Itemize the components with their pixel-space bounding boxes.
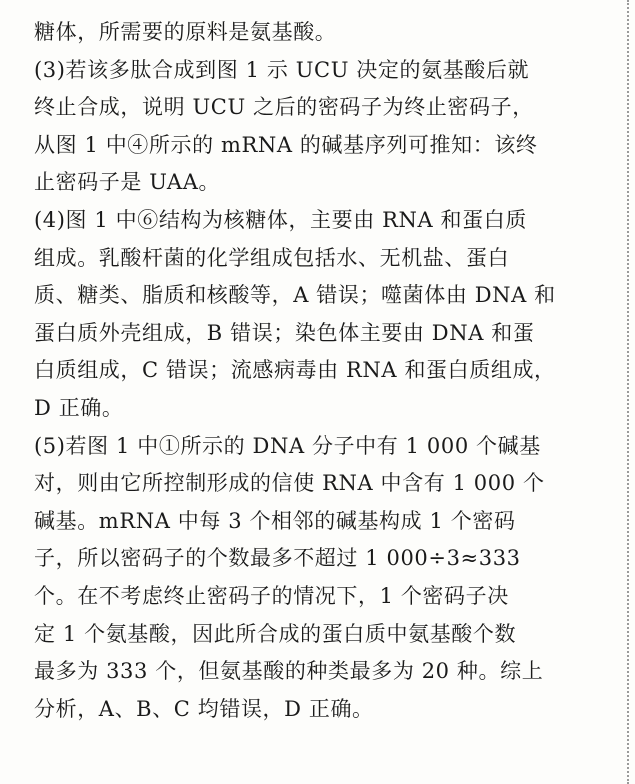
- text-line: 糖体，所需要的原料是氨基酸。: [34, 20, 337, 44]
- answer-text: [34, 14, 614, 728]
- text-line: 组成。乳酸杆菌的化学组成包括水、无机盐、蛋白: [34, 245, 510, 270]
- text-line: 最多为 333 个，但氨基酸的种类最多为 20 种。综上: [34, 659, 544, 684]
- text-line: 终止合成，说明 UCU 之后的密码子为终止密码子，: [34, 95, 534, 120]
- text-line: (4)图 1 中⑥结构为核糖体，主要由 RNA 和蛋白质: [34, 207, 527, 232]
- page-edge-rule: [627, 0, 629, 784]
- text-line: 对，则由它所控制形成的信使 RNA 中含有 1 000 个: [34, 471, 545, 496]
- text-line: 质、糖类、脂质和核酸等，A 错误；噬菌体由 DNA 和: [34, 283, 556, 308]
- text-line: 白质组成，C 错误；流感病毒由 RNA 和蛋白质组成，: [34, 358, 556, 383]
- text-line: 止密码子是 UAA。: [34, 170, 221, 195]
- text-line: 个。在不考虑终止密码子的情况下，1 个密码子决: [34, 583, 509, 608]
- text-line: D 正确。: [34, 395, 124, 420]
- text-line: 碱基。mRNA 中每 3 个相邻的碱基构成 1 个密码: [34, 508, 516, 533]
- text-line: 从图 1 中④所示的 mRNA 的碱基序列可推知：该终: [34, 132, 538, 157]
- text-line: (5)若图 1 中①所示的 DNA 分子中有 1 000 个碱基: [34, 433, 541, 458]
- text-line: 子，所以密码子的个数最多不超过 1 000÷3≈333: [34, 546, 521, 571]
- text-line: 蛋白质外壳组成，B 错误；染色体主要由 DNA 和蛋: [34, 320, 535, 345]
- text-line: 定 1 个氨基酸，因此所合成的蛋白质中氨基酸个数: [34, 621, 517, 646]
- text-line: (3)若该多肽合成到图 1 示 UCU 决定的氨基酸后就: [34, 57, 530, 82]
- text-line: 分析，A、B、C 均错误，D 正确。: [34, 696, 374, 721]
